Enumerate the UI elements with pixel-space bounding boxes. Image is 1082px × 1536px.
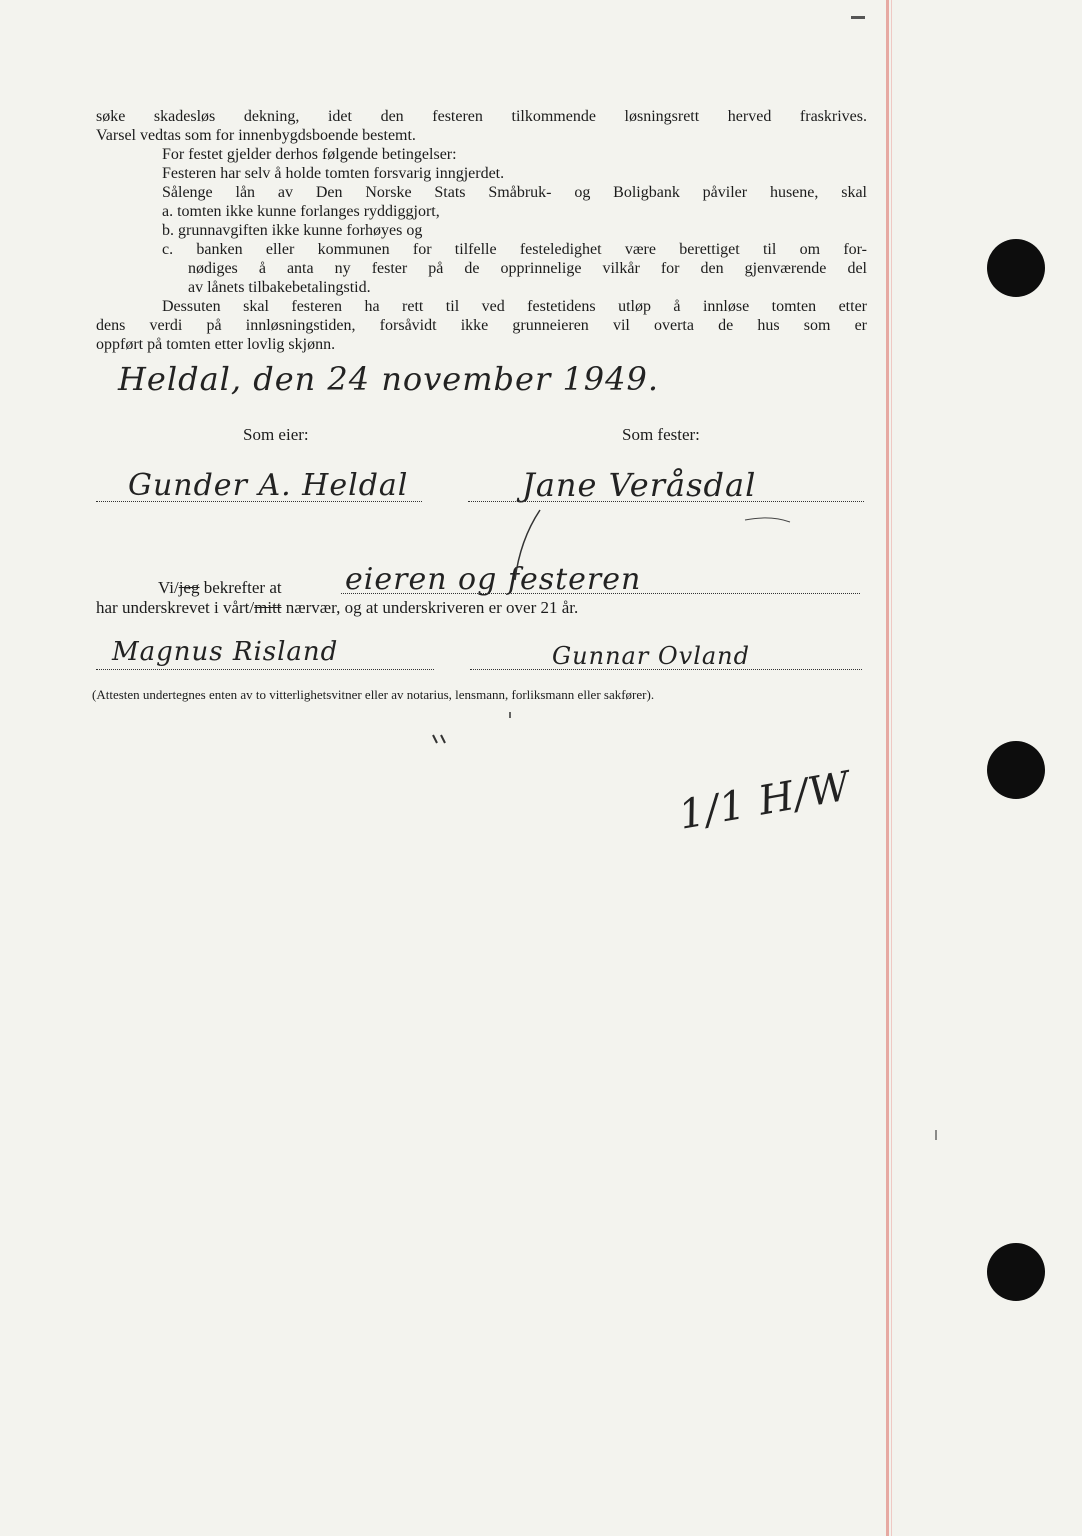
body-line-2: Varsel vedtas som for innenbygdsboende bestemt. xyxy=(96,127,416,144)
lessee-signature: Jane Veråsdal xyxy=(522,466,757,504)
confirm-suffix: bekrefter at xyxy=(199,578,282,597)
owner-signature: Gunder A. Heldal xyxy=(128,468,409,503)
confirm-handwritten: eieren og festeren xyxy=(345,562,642,597)
witness1-signature: Magnus Risland xyxy=(112,637,339,667)
lessee-label: Som fester: xyxy=(622,425,700,444)
body-line-5: Sålenge lån av Den Norske Stats Småbruk- og Boligbank påviler husene, skal xyxy=(162,184,867,201)
attestation-note: (Attesten undertegnes enten av to vitterlighetsvitner eller av notarius, lensmann, forliksmann eller sakfører). xyxy=(92,687,655,702)
condition-a: a. tomten ikke kunne forlanges ryddiggjort, xyxy=(162,203,440,220)
confirm-prefix: Vi/ xyxy=(158,578,179,597)
condition-c: c. banken eller kommunen for tilfelle festeledighet være berettiget til om for- xyxy=(162,241,867,258)
condition-c-line-3: av lånets tilbakebetalingstid. xyxy=(188,279,371,296)
body-line-4: Festeren har selv å holde tomten forsvarig inngjerdet. xyxy=(162,165,505,182)
condition-b: b. grunnavgiften ikke kunne forhøyes og xyxy=(162,222,423,239)
witness-prefix: har underskrevet i vårt/ xyxy=(96,598,255,617)
body-line-13: oppført på tomten etter lovlig skjønn. xyxy=(96,336,336,353)
lessee-signature-tail xyxy=(515,510,540,580)
body-line-1: søke skadesløs dekning, idet den festeren tilkommende løsningsrett herved fraskrives. xyxy=(96,108,867,125)
small-ink-mark xyxy=(433,735,445,743)
condition-c-line-2: nødiges å anta ny fester på de opprinnelige vilkår for den gjenværende del xyxy=(188,260,867,277)
owner-label: Som eier: xyxy=(243,425,309,444)
witness-suffix: nærvær, og at underskriveren er over 21 år. xyxy=(281,598,579,617)
body-line-3: For festet gjelder derhos følgende betingelser: xyxy=(162,146,457,163)
lessee-signature-flourish xyxy=(745,518,790,522)
handwritten-place-date: Heldal, den 24 november 1949. xyxy=(118,360,660,398)
confirm-struck-word: jeg xyxy=(178,578,200,597)
body-line-12: dens verdi på innløsningstiden, forsåvidt ikke grunneieren vil overta de hus som er xyxy=(96,317,867,334)
witness2-signature: Gunnar Ovland xyxy=(552,642,750,670)
margin-initials: 1/1 H/W xyxy=(675,763,855,839)
witness-struck-word: mitt xyxy=(254,598,282,617)
body-line-11: Dessuten skal festeren ha rett til ved festetidens utløp å innløse tomten etter xyxy=(162,298,867,315)
